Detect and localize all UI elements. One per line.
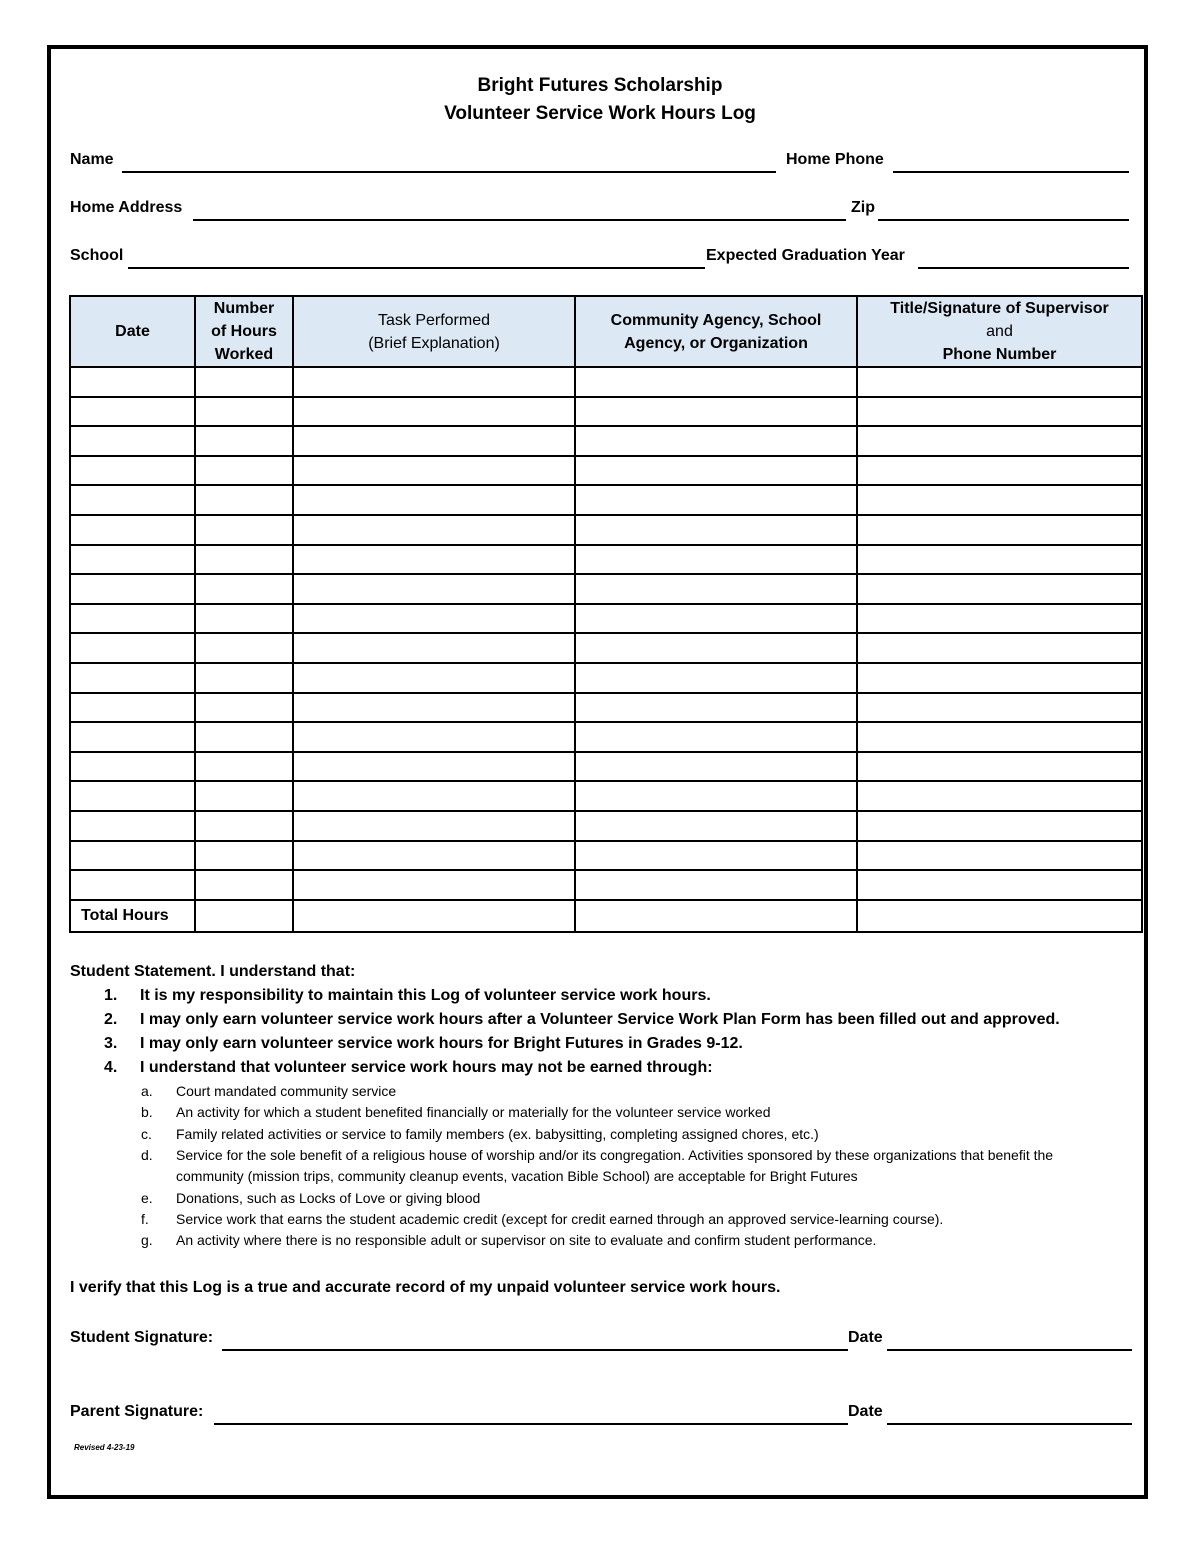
table-row	[70, 722, 1142, 752]
task-cell[interactable]	[293, 426, 575, 456]
date-cell[interactable]	[70, 693, 195, 723]
hours-cell[interactable]	[195, 397, 293, 427]
exclusion-item-letter: f.	[141, 1211, 149, 1227]
date-cell[interactable]	[70, 485, 195, 515]
table-row	[70, 633, 1142, 663]
table-row	[70, 752, 1142, 782]
hours-cell[interactable]	[195, 781, 293, 811]
revision-note: Revised 4-23-19	[74, 1443, 135, 1452]
supervisor-cell[interactable]	[857, 367, 1142, 397]
col-header-agency: Community Agency, School Agency, or Organization	[575, 296, 857, 367]
statement-item-number: 1.	[104, 987, 118, 1004]
exclusion-item-letter: d.	[141, 1147, 153, 1163]
exclusion-item-text: Court mandated community service	[176, 1083, 397, 1099]
date-cell[interactable]	[70, 604, 195, 634]
total-task-cell	[293, 900, 575, 932]
date-cell[interactable]	[70, 367, 195, 397]
agency-cell[interactable]	[575, 841, 857, 871]
form-title: Bright Futures Scholarship	[477, 75, 723, 96]
hours-cell[interactable]	[195, 545, 293, 575]
hours-cell[interactable]	[195, 693, 293, 723]
name-field[interactable]	[122, 171, 776, 173]
hours-cell[interactable]	[195, 604, 293, 634]
date-cell[interactable]	[70, 841, 195, 871]
table-row	[70, 426, 1142, 456]
supervisor-cell[interactable]	[857, 870, 1142, 900]
student-date-field[interactable]	[887, 1349, 1132, 1351]
statement-item-text: It is my responsibility to maintain this Log of volunteer service work hours.	[140, 987, 711, 1004]
task-cell[interactable]	[293, 397, 575, 427]
table-row	[70, 781, 1142, 811]
date-cell[interactable]	[70, 545, 195, 575]
statement-item-number: 3.	[104, 1035, 118, 1052]
date-cell[interactable]	[70, 752, 195, 782]
task-cell[interactable]	[293, 515, 575, 545]
task-cell[interactable]	[293, 574, 575, 604]
school-label: School	[70, 247, 124, 264]
student-signature-row	[70, 1329, 1132, 1353]
table-row	[70, 367, 1142, 397]
task-cell[interactable]	[293, 781, 575, 811]
exclusion-item-text: An activity where there is no responsible adult or supervisor on site to evaluate and confirm student performance.	[176, 1232, 877, 1248]
statement-item	[104, 1011, 1060, 1029]
table-row	[70, 485, 1142, 515]
home-phone-field[interactable]	[893, 171, 1129, 173]
supervisor-cell[interactable]	[857, 574, 1142, 604]
hours-cell[interactable]	[195, 515, 293, 545]
hours-log-table	[69, 295, 1143, 933]
hours-cell[interactable]	[195, 722, 293, 752]
agency-cell[interactable]	[575, 781, 857, 811]
parent-date-label: Date	[848, 1403, 883, 1420]
date-cell[interactable]	[70, 515, 195, 545]
hours-cell[interactable]	[195, 574, 293, 604]
home-address-label: Home Address	[70, 199, 183, 216]
statement-item-number: 4.	[104, 1059, 118, 1076]
agency-cell[interactable]	[575, 485, 857, 515]
hours-cell[interactable]	[195, 663, 293, 693]
supervisor-cell[interactable]	[857, 515, 1142, 545]
task-cell[interactable]	[293, 811, 575, 841]
statement-item	[104, 1035, 743, 1053]
supervisor-cell[interactable]	[857, 604, 1142, 634]
col-header-task: Task Performed (Brief Explanation)	[293, 296, 575, 367]
exclusion-item-text: Family related activities or service to family members (ex. babysitting, completing assigned chores, etc.)	[176, 1126, 819, 1142]
exclusion-item	[141, 1145, 1121, 1187]
exclusion-item-letter: e.	[141, 1190, 153, 1206]
exclusion-item-text: An activity for which a student benefited financially or materially for the volunteer service worked	[176, 1104, 771, 1120]
date-cell[interactable]	[70, 574, 195, 604]
name-label: Name	[70, 151, 114, 168]
exclusion-item-text: Service work that earns the student academic credit (except for credit earned through an approved service-learning course).	[176, 1211, 944, 1227]
student-signature-label: Student Signature:	[70, 1329, 214, 1346]
col-header-supervisor: Title/Signature of Supervisor and Phone Number	[857, 296, 1142, 367]
task-cell[interactable]	[293, 604, 575, 634]
hours-cell[interactable]	[195, 870, 293, 900]
total-hours-label: Total Hours	[70, 900, 195, 932]
table-row	[70, 574, 1142, 604]
hours-cell[interactable]	[195, 426, 293, 456]
agency-cell[interactable]	[575, 545, 857, 575]
hours-cell[interactable]	[195, 367, 293, 397]
statement-item-number: 2.	[104, 1011, 118, 1028]
table-row	[70, 397, 1142, 427]
total-agency-cell	[575, 900, 857, 932]
supervisor-cell[interactable]	[857, 722, 1142, 752]
exclusion-item-letter: g.	[141, 1232, 153, 1248]
task-cell[interactable]	[293, 841, 575, 871]
agency-cell[interactable]	[575, 426, 857, 456]
date-cell[interactable]	[70, 456, 195, 486]
table-row	[70, 545, 1142, 575]
agency-cell[interactable]	[575, 693, 857, 723]
date-cell[interactable]	[70, 870, 195, 900]
task-cell[interactable]	[293, 663, 575, 693]
exclusion-item-text: Donations, such as Locks of Love or giving blood	[176, 1190, 481, 1206]
table-header-row	[70, 296, 1142, 367]
task-cell[interactable]	[293, 633, 575, 663]
student-date-label: Date	[848, 1329, 883, 1346]
exclusion-item	[141, 1081, 1121, 1102]
hours-cell[interactable]	[195, 841, 293, 871]
task-cell[interactable]	[293, 456, 575, 486]
table-row	[70, 604, 1142, 634]
student-signature-field[interactable]	[222, 1349, 848, 1351]
exclusion-item	[141, 1230, 1121, 1251]
statement-item	[104, 1059, 713, 1077]
date-cell[interactable]	[70, 663, 195, 693]
agency-cell[interactable]	[575, 752, 857, 782]
date-cell[interactable]	[70, 426, 195, 456]
supervisor-cell[interactable]	[857, 841, 1142, 871]
agency-cell[interactable]	[575, 456, 857, 486]
total-supervisor-cell	[857, 900, 1142, 932]
form-subtitle: Volunteer Service Work Hours Log	[444, 103, 756, 124]
agency-cell[interactable]	[575, 397, 857, 427]
hours-cell[interactable]	[195, 485, 293, 515]
home-phone-label: Home Phone	[786, 151, 884, 168]
exclusion-item-letter: a.	[141, 1083, 153, 1099]
graduation-year-field[interactable]	[918, 267, 1129, 269]
col-header-hours: Number of Hours Worked	[195, 296, 293, 367]
supervisor-cell[interactable]	[857, 545, 1142, 575]
task-cell[interactable]	[293, 752, 575, 782]
parent-signature-field[interactable]	[214, 1423, 848, 1425]
agency-cell[interactable]	[575, 515, 857, 545]
task-cell[interactable]	[293, 722, 575, 752]
table-body	[70, 367, 1142, 932]
exclusion-item	[141, 1188, 1121, 1209]
supervisor-cell[interactable]	[857, 752, 1142, 782]
date-cell[interactable]	[70, 811, 195, 841]
school-graduation-row	[70, 247, 1130, 271]
zip-field[interactable]	[878, 219, 1129, 221]
supervisor-cell[interactable]	[857, 693, 1142, 723]
table-row	[70, 870, 1142, 900]
table-row	[70, 811, 1142, 841]
total-row	[70, 900, 1142, 932]
exclusion-item-text: Service for the sole benefit of a religious house of worship and/or its congregation. Activities sponsored by these organizations that benefit the community (mission trips, community cleanup events, vacation Bible School) are acceptable for Bright Futures	[176, 1147, 1054, 1184]
total-hours-cell[interactable]	[195, 900, 293, 932]
statement-item	[104, 987, 711, 1005]
statement-item-text: I may only earn volunteer service work hours for Bright Futures in Grades 9-12.	[140, 1035, 743, 1052]
exclusion-item-letter: c.	[141, 1126, 152, 1142]
agency-cell[interactable]	[575, 663, 857, 693]
agency-cell[interactable]	[575, 574, 857, 604]
table-row	[70, 456, 1142, 486]
supervisor-cell[interactable]	[857, 456, 1142, 486]
hours-cell[interactable]	[195, 456, 293, 486]
col-header-date: Date	[70, 296, 195, 367]
agency-cell[interactable]	[575, 604, 857, 634]
date-cell[interactable]	[70, 633, 195, 663]
exclusion-item	[141, 1124, 1121, 1145]
verify-statement: I verify that this Log is a true and accurate record of my unpaid volunteer service work hours.	[70, 1279, 781, 1296]
agency-cell[interactable]	[575, 633, 857, 663]
table-row	[70, 515, 1142, 545]
agency-cell[interactable]	[575, 722, 857, 752]
table-row	[70, 841, 1142, 871]
hours-cell[interactable]	[195, 633, 293, 663]
zip-label: Zip	[851, 199, 875, 216]
address-zip-row	[70, 199, 1130, 223]
parent-signature-label: Parent Signature:	[70, 1403, 204, 1420]
agency-cell[interactable]	[575, 367, 857, 397]
table-row	[70, 693, 1142, 723]
exclusion-item-letter: b.	[141, 1104, 153, 1120]
task-cell[interactable]	[293, 870, 575, 900]
hours-cell[interactable]	[195, 752, 293, 782]
parent-signature-row	[70, 1403, 1132, 1427]
supervisor-cell[interactable]	[857, 485, 1142, 515]
statement-item-text: I may only earn volunteer service work hours after a Volunteer Service Work Plan Form has been filled out and approved.	[140, 1011, 1060, 1028]
supervisor-cell[interactable]	[857, 663, 1142, 693]
supervisor-cell[interactable]	[857, 397, 1142, 427]
student-statement-intro: Student Statement. I understand that:	[70, 963, 356, 980]
name-phone-row	[70, 151, 1130, 175]
table-row	[70, 663, 1142, 693]
task-cell[interactable]	[293, 545, 575, 575]
supervisor-cell[interactable]	[857, 633, 1142, 663]
agency-cell[interactable]	[575, 870, 857, 900]
home-address-field[interactable]	[193, 219, 846, 221]
exclusion-item	[141, 1209, 1121, 1230]
graduation-year-label: Expected Graduation Year	[706, 247, 905, 264]
task-cell[interactable]	[293, 367, 575, 397]
hours-cell[interactable]	[195, 811, 293, 841]
date-cell[interactable]	[70, 397, 195, 427]
task-cell[interactable]	[293, 693, 575, 723]
date-cell[interactable]	[70, 781, 195, 811]
school-field[interactable]	[128, 267, 705, 269]
supervisor-cell[interactable]	[857, 781, 1142, 811]
task-cell[interactable]	[293, 485, 575, 515]
parent-date-field[interactable]	[887, 1423, 1132, 1425]
date-cell[interactable]	[70, 722, 195, 752]
exclusion-item	[141, 1102, 1121, 1123]
supervisor-cell[interactable]	[857, 811, 1142, 841]
agency-cell[interactable]	[575, 811, 857, 841]
statement-item-text: I understand that volunteer service work hours may not be earned through:	[140, 1059, 713, 1076]
supervisor-cell[interactable]	[857, 426, 1142, 456]
